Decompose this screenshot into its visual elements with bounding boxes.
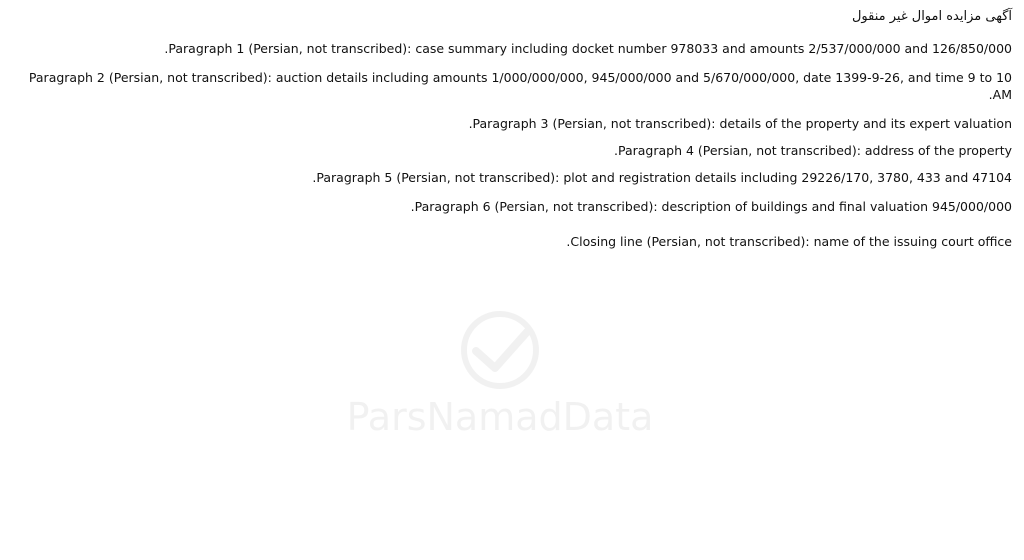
paragraph-buildings: Paragraph 6 (Persian, not transcribed): description of buildings and final valuation 945/000/000. — [410, 199, 1012, 214]
watermark-logo — [250, 260, 750, 440]
paragraph-valuation: Paragraph 3 (Persian, not transcribed): details of the property and its expert valuation. — [468, 116, 1012, 131]
paragraph-auction: Paragraph 2 (Persian, not transcribed): auction details including amounts 1/000/000/000, 945/000/000 and 5/670/000/000, date 1399-9-26, and time 9 to 10 AM. — [28, 70, 1012, 102]
paragraph-case: Paragraph 1 (Persian, not transcribed): case summary including docket number 978033 and amounts 2/537/000/000 and 126/850/000. — [164, 41, 1012, 56]
paragraph-address: Paragraph 4 (Persian, not transcribed): address of the property. — [613, 143, 1012, 158]
closing-line: Closing line (Persian, not transcribed): name of the issuing court office. — [566, 234, 1012, 249]
paragraph-plot: Paragraph 5 (Persian, not transcribed): plot and registration details including 29226/170, 3780, 433 and 47104. — [312, 170, 1012, 185]
notice-title: آگهی مزایده اموال غیر منقول — [851, 9, 1012, 24]
watermark-text: ParsNamadData — [346, 395, 654, 439]
